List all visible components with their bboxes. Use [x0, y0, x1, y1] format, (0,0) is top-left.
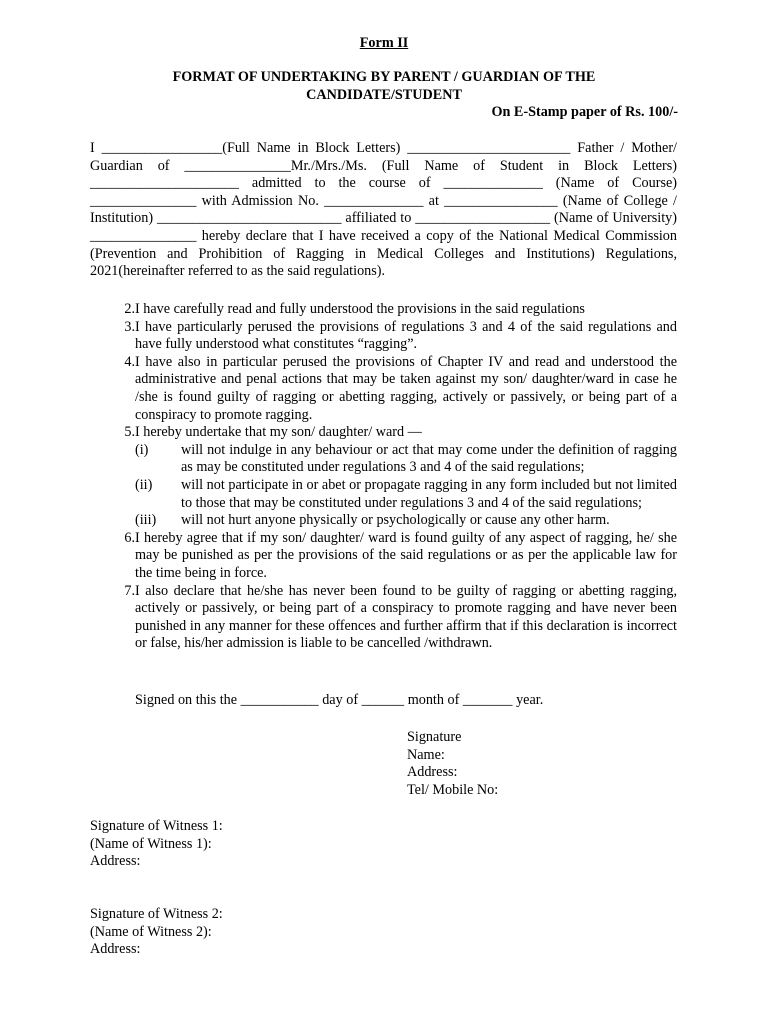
witness-2-name-label: (Name of Witness 2):	[90, 923, 212, 940]
address-label: Address:	[407, 764, 458, 781]
stamp-note: On E-Stamp paper of Rs. 100/-	[491, 104, 678, 120]
witness-1-signature-label: Signature of Witness 1:	[90, 818, 223, 834]
sub-list-item	[135, 442, 677, 477]
witness-2-address-label: Address:	[90, 941, 141, 958]
witness-2-signature-label: Signature of Witness 2:	[90, 906, 223, 922]
sub-item-number: (ii)	[135, 476, 153, 493]
list-item	[90, 530, 677, 583]
item-number: 3.	[124, 318, 135, 335]
sub-list-item	[135, 477, 677, 512]
sub-item-text: will not hurt anyone physically or psychologically or cause any other harm.	[181, 512, 610, 529]
heading-line-2: CANDIDATE/STUDENT	[306, 86, 462, 103]
phone-label: Tel/ Mobile No:	[407, 781, 499, 798]
witness-2-block	[90, 906, 223, 959]
undertaking-list	[90, 301, 677, 653]
list-item	[90, 319, 677, 354]
list-item	[90, 424, 677, 530]
item-number: 6.	[124, 529, 135, 546]
signature-label: Signature	[407, 729, 462, 745]
sub-item-text: will not participate in or abet or propagate ragging in any form included but not limited to those that may be constituted under regulations 3 and 4 of the said regulations;	[181, 476, 677, 511]
name-label: Name:	[407, 746, 445, 763]
item-text: I hereby agree that if my son/ daughter/ ward is found guilty of any aspect of ragging, he/ she may be punished as per the provisions of the said regulations or as per the applicable law for the time being in force.	[135, 529, 677, 581]
form-title: Form II	[359, 35, 409, 51]
item-text: I have also in particular perused the provisions of Chapter IV and read and understood the administrative and penal actions that may be taken against my son/ daughter/ward in case he /she is found guilty of ragging or abetting ragging, actively or passively, or being part of a conspiracy to promote ragging.	[135, 353, 677, 423]
list-item	[90, 301, 677, 319]
item-text: I also declare that he/she has never been found to be guilty of ragging or abetting ragging, actively or passively, or being part of a conspiracy to promote ragging and have never been punished in any manner for these offences and further affirm that if this declaration is incorrect or false, his/her admission is liable to be cancelled /withdrawn.	[135, 582, 677, 652]
item-text: I have carefully read and fully understood the provisions in the said regulations	[135, 301, 585, 317]
signature-block	[407, 729, 498, 799]
sub-item-text: will not indulge in any behaviour or act that may come under the definition of ragging as may be constituted under regulations 3 and 4 of the said regulations;	[181, 441, 677, 476]
sub-list-item	[135, 512, 677, 530]
signed-line: Signed on this the ___________ day of ______ month of _______ year.	[135, 692, 544, 708]
sub-item-number: (i)	[135, 441, 149, 458]
sub-item-number: (iii)	[135, 512, 157, 529]
heading-line-1: FORMAT OF UNDERTAKING BY PARENT / GUARDIAN OF THE	[172, 69, 596, 85]
item-text: I hereby undertake that my son/ daughter/ ward —	[135, 424, 422, 441]
list-item	[90, 354, 677, 424]
item-number: 2.	[124, 301, 135, 317]
list-item	[90, 583, 677, 653]
item-number: 5.	[124, 424, 135, 441]
witness-1-name-label: (Name of Witness 1):	[90, 835, 212, 852]
witness-1-address-label: Address:	[90, 853, 141, 870]
witness-1-block	[90, 818, 223, 871]
item-text: I have particularly perused the provisions of regulations 3 and 4 of the said regulations and have fully understood what constitutes “ragging”.	[135, 318, 677, 353]
intro-paragraph: I _________________(Full Name in Block Letters) _______________________ Father / Mother/ Guardian of _______________Mr./Mrs./Ms. (Full Name of Student in Block Letters) _____________________ admitted to the course of ______________ (Name of Course) _______________ with Admission No. ______________ at ________________ (Name of College / Institution) __________________________ affiliated to ___________________ (Name of University) _______________ hereby declare that I have received a copy of the National Medical Commission (Prevention and Prohibition of Ragging in Medical Colleges and Institutions) Regulations, 2021(hereinafter referred to as the said regulations).	[90, 140, 677, 280]
item-number: 4.	[124, 353, 135, 370]
document-heading	[130, 69, 638, 104]
item-number: 7.	[124, 582, 135, 599]
